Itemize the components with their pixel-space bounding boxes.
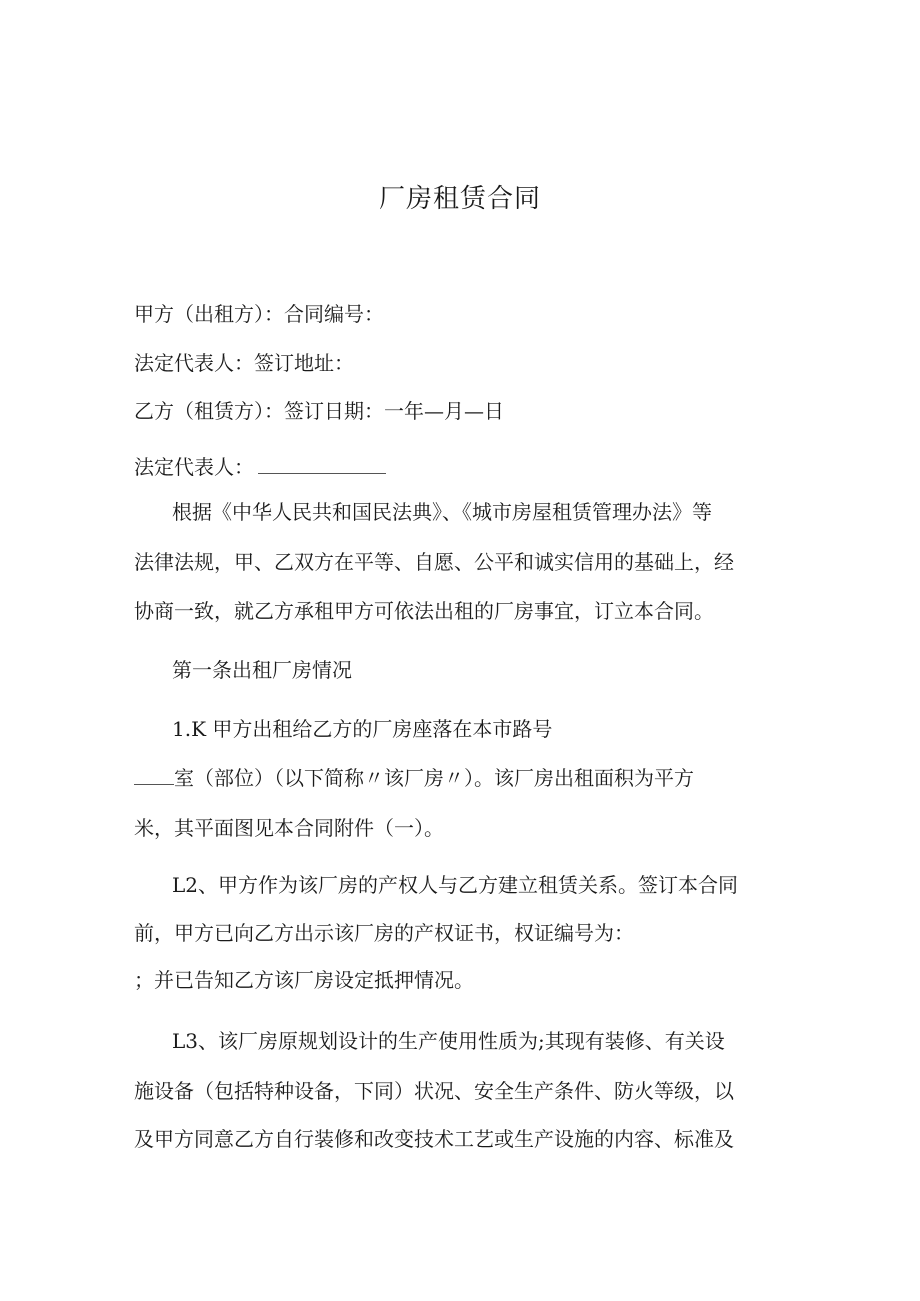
legal-rep-line-2-row bbox=[134, 453, 386, 481]
party-b-line: 乙方（租赁方）：签订日期：一年—月—日 bbox=[134, 399, 504, 423]
legal-rep-line-1: 法定代表人：签订地址： bbox=[134, 351, 354, 375]
clause-3-line-1: L3、该厂房原规划设计的生产使用性质为;其现有装修、有关设 bbox=[172, 1029, 725, 1053]
clause-2-line-1: L2、甲方作为该厂房的产权人与乙方建立租赁关系。签订本合同 bbox=[172, 873, 739, 897]
party-a-line: 甲方（出租方）：合同编号： bbox=[134, 302, 384, 326]
preamble-line-1: 根据《中华人民共和国民法典》、《城市房屋租赁管理办法》等 bbox=[172, 500, 712, 524]
clause-2-line-3: ；并已告知乙方该厂房设定抵押情况。 bbox=[134, 968, 474, 992]
clause-1-line-2-row bbox=[134, 764, 694, 792]
clause-3-line-2: 施设备（包括特种设备，下同）状况、安全生产条件、防火等级，以 bbox=[134, 1079, 734, 1103]
signature-blank bbox=[258, 453, 386, 474]
clause-2-line-2: 前，甲方已向乙方出示该厂房的产权证书，权证编号为： bbox=[134, 921, 634, 945]
preamble-line-3: 协商一致，就乙方承租甲方可依法出租的厂房事宜，订立本合同。 bbox=[134, 599, 714, 623]
clause-3-line-3: 及甲方同意乙方自行装修和改变技术工艺或生产设施的内容、标准及 bbox=[134, 1127, 734, 1151]
document-title: 厂房租赁合同 bbox=[378, 184, 541, 214]
clause-1-line-3: 米，其平面图见本合同附件（一）。 bbox=[134, 816, 444, 840]
article-1-heading: 第一条出租厂房情况 bbox=[172, 658, 352, 682]
room-blank bbox=[134, 766, 174, 785]
preamble-line-2: 法律法规，甲、乙双方在平等、自愿、公平和诚实信用的基础上，经 bbox=[134, 550, 734, 574]
clause-1-line-1: 1.K 甲方出租给乙方的厂房座落在本市路号 bbox=[172, 717, 553, 741]
legal-rep-line-2: 法定代表人： bbox=[134, 455, 254, 479]
clause-1-line-2: 室（部位）（以下简称〃该厂房〃）。该厂房出租面积为平方 bbox=[174, 766, 694, 790]
